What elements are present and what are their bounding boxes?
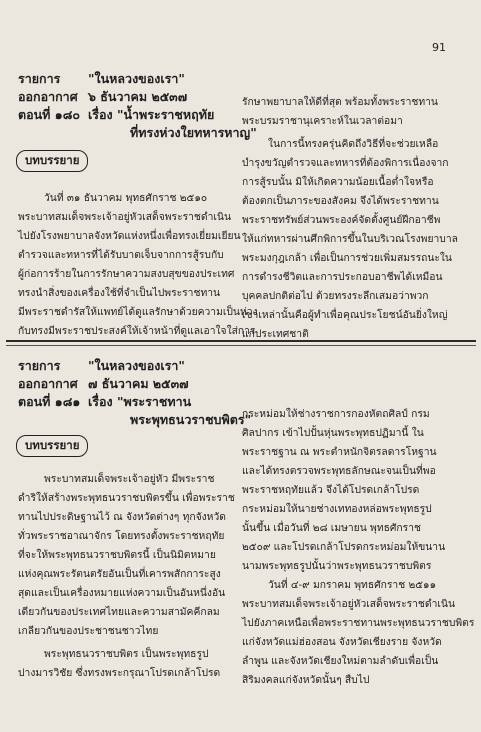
text-line: เขาเหล่านั้นคือผู้ทำเพื่อคุณประโยชน์อันยิ่งใหญ่ xyxy=(242,309,448,321)
airdate-label: ออกอากาศ xyxy=(18,376,78,391)
text-line: สิริมงคลแก่จังหวัดนั้นๆ สืบไป xyxy=(242,674,370,686)
text-line: กับทรงมีพระราชประสงค์ให้เจ้าหน้าที่ดูแลเอาใจใส่การ xyxy=(18,325,256,337)
text-line: วันที่ ๔-๙ มกราคม พุทธศักราช ๒๕๑๑ xyxy=(268,579,437,591)
page-number: 91 xyxy=(432,41,446,54)
text-line: กระหม่อมให้ช่างราชการกองหัตถศิลป์ กรม xyxy=(242,408,430,420)
text-line: ผู้ก่อการร้ายในการรักษาความสงบสุขของประเทศ xyxy=(18,268,235,280)
text-line: ไปยังภาคเหนือเพื่อพระราชทานพระพุทธนวราชบพิตร xyxy=(242,617,475,629)
section-divider xyxy=(6,340,476,342)
text-line: ปางมารวิชัย ซึ่งทรงพระกรุณาโปรดเกล้าโปรด xyxy=(18,667,221,679)
section1-program-row xyxy=(18,70,278,88)
section2-airdate-row xyxy=(18,375,278,393)
text-line: ต้องตกเป็นภาระของสังคม จึงได้พระราชทาน xyxy=(242,195,439,207)
section1-airdate-row xyxy=(18,88,278,106)
text-line: ในการนี้ทรงครุ่นคิดถึงวิธีที่จะช่วยเหลือ xyxy=(268,138,439,150)
section2-episode-row xyxy=(18,393,278,411)
text-line: พระบาทสมเด็จพระเจ้าอยู่หัว มีพระราช xyxy=(44,473,215,485)
topic-line-1: เรื่อง "น้ำพระราชหฤทัย xyxy=(88,107,215,122)
text-line: พระราชฐาน ณ พระตำหนักจิตรลดารโหฐาน xyxy=(242,446,437,458)
section1-episode-row xyxy=(18,106,278,124)
text-line: รักษาพยาบาลให้ดีที่สุด พร้อมทั้งพระราชทาน xyxy=(242,96,438,108)
text-line: พระบาทสมเด็จพระเจ้าอยู่หัวเสด็จพระราชดำเนิน xyxy=(18,211,231,223)
section1-header xyxy=(18,70,278,142)
episode-label: ตอนที่ ๑๘๑ xyxy=(18,394,81,409)
text-line: กระหม่อมให้นายช่างเททองหล่อพระพุทธรูป xyxy=(242,503,432,515)
text-line: แก่ประเทศชาติ xyxy=(242,328,309,340)
section1-badge: บทบรรยาย xyxy=(16,150,88,172)
text-line: และได้ทรงตรวจพระพุทธลักษณะจนเป็นที่พอ xyxy=(242,465,436,477)
text-line: การดำรงชีวิตและการประกอบอาชีพได้เหมือน xyxy=(242,271,443,283)
text-line: บุคคลปกติต่อไป ด้วยทรงระลึกเสมอว่าพวก xyxy=(242,290,429,302)
text-line: ไปยังโรงพยาบาลจังหวัดแห่งหนึ่งเพื่อทรงเยี่ยมเยียน xyxy=(18,230,241,242)
airdate-value: ๗ ธันวาคม ๒๕๓๗ xyxy=(88,376,189,391)
program-value: "ในหลวงของเรา" xyxy=(88,358,185,373)
section1-left-column xyxy=(18,189,258,341)
text-line: ทรงนำสิ่งของเครื่องใช้ที่จำเป็นไปพระราชทาน xyxy=(18,287,221,299)
text-line: การสู้รบนั้น มิให้เกิดความน้อยเนื้อต่ำใจหรือ xyxy=(242,176,434,188)
airdate-value: ๖ ธันวาคม ๒๕๓๗ xyxy=(88,89,188,104)
airdate-label: ออกอากาศ xyxy=(18,89,78,104)
text-line: บำรุงขวัญตำรวจและทหารที่ต้องพิการเนื่องจาก xyxy=(242,157,449,169)
program-value: "ในหลวงของเรา" xyxy=(88,71,185,86)
text-line: แห่งคุณพระรัตนตรัยอันเป็นที่เคารพสักการะสูง xyxy=(18,568,221,580)
text-line: พระราชทรัพย์ส่วนพระองค์จัดตั้งศูนย์ฝึกอาชีพ xyxy=(242,214,441,226)
text-line: เกลียวกันของประชาชนชาวไทย xyxy=(18,625,159,637)
text-line: ทานไปประดิษฐานไว้ ณ จังหวัดต่างๆ ทุกจังหวัด xyxy=(18,511,226,523)
section2-program-row xyxy=(18,357,278,375)
section-divider-thin xyxy=(6,345,476,346)
text-line: ทั่วพระราชอาณาจักร โดยทรงตั้งพระราชหฤทัย xyxy=(18,530,225,542)
text-line: แก่จังหวัดแม่ฮ่องสอน จังหวัดเชียงราย จังหวัด xyxy=(242,636,442,648)
text-line: วันที่ ๓๑ ธันวาคม พุทธศักราช ๒๕๑๐ xyxy=(44,192,208,204)
section2-right-column xyxy=(242,405,475,690)
program-label: รายการ xyxy=(18,71,61,86)
text-line: นั้นขึ้น เมื่อวันที่ ๒๘ เมษายน พุทธศักราช xyxy=(242,522,421,534)
text-line: ดำริให้สร้างพระพุทธนวราชบพิตรขึ้น เพื่อพระราช xyxy=(18,492,235,504)
section1-right-column xyxy=(242,93,464,344)
episode-label: ตอนที่ ๑๘๐ xyxy=(18,107,80,122)
text-line: สุดและเป็นเครื่องหมายแห่งความเป็นอันหนึ่งอัน xyxy=(18,587,226,599)
text-line: นามพระพุทธรูปนั้นว่าพระพุทธนวราชบพิตร xyxy=(242,560,432,572)
text-line: ลำพูน และจังหวัดเชียงใหม่ตามลำดับเพื่อเป็น xyxy=(242,655,439,667)
program-label: รายการ xyxy=(18,358,61,373)
text-line: พระพุทธนวราชบพิตร เป็นพระพุทธรูป xyxy=(44,648,209,660)
section2-header xyxy=(18,357,278,429)
text-line: พระบรมราชานุเคราะห์ในเวลาต่อมา xyxy=(242,115,403,127)
section2-left-column xyxy=(18,470,235,683)
section2-badge: บทบรรยาย xyxy=(16,435,88,457)
text-line: ให้แก่ทหารผ่านศึกพิการขึ้นในบริเวณโรงพยาบาล xyxy=(242,233,458,245)
topic-line-1: เรื่อง "พระราชทาน xyxy=(88,394,192,409)
section2-topic-row xyxy=(18,411,278,429)
text-line: ศิลปากร เข้าไปปั้นหุ่นพระพุทธปฏิมานี้ ใน xyxy=(242,427,424,439)
topic-line-2: ที่ทรงห่วงใยทหารหาญ" xyxy=(130,125,257,140)
text-line: พระบาทสมเด็จพระเจ้าอยู่หัวเสด็จพระราชดำเนิน xyxy=(242,598,455,610)
text-line: เดียวกันของประเทศไทยและความสามัคคีกลม xyxy=(18,606,220,618)
topic-line-2: พระพุทธนวราชบพิตร" xyxy=(130,412,252,427)
text-line: ที่จะให้พระพุทธนวราชบพิตรนี้ เป็นนิมิตหมาย xyxy=(18,549,216,561)
text-line: ๒๕๐๙ และโปรดเกล้าโปรดกระหม่อมให้ขนาน xyxy=(242,541,446,553)
text-line: มีพระราชดำรัสให้แพทย์ได้ดูแลรักษาด้วยความเป็นห่วง xyxy=(18,306,258,318)
section1-topic-row xyxy=(18,124,278,142)
text-line: พระราชหฤทัยแล้ว จึงได้โปรดเกล้าโปรด xyxy=(242,484,420,496)
text-line: ตำรวจและทหารที่ได้รับบาดเจ็บจากการสู้รบกับ xyxy=(18,249,224,261)
text-line: พระมงกุฎเกล้า เพื่อเป็นการช่วยเพิ่มสมรรถนะใน xyxy=(242,252,452,264)
